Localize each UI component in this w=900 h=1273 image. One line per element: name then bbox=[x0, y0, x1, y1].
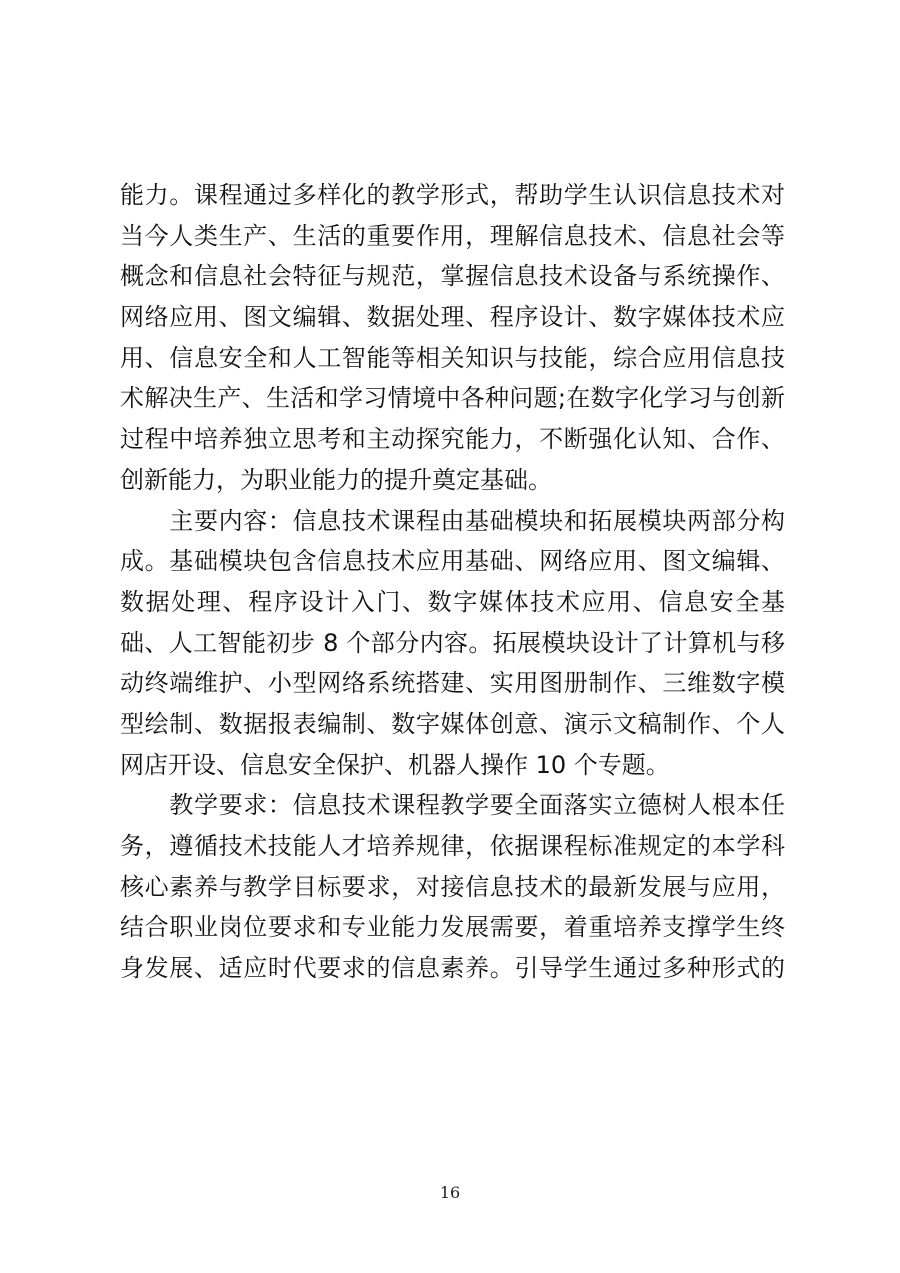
text-line: 能力。课程通过多样化的教学形式，帮助学生认识信息技术对 bbox=[120, 181, 785, 209]
text-line: 当今人类生产、生活的重要作用，理解信息技术、信息社会等 bbox=[120, 221, 785, 250]
text-line: 数据处理、程序设计入门、数字媒体技术应用、信息安全基 bbox=[120, 587, 785, 616]
text-line: 网络应用、图文编辑、数据处理、程序设计、数字媒体技术应 bbox=[120, 303, 785, 332]
text-line: 结合职业岗位要求和专业能力发展需要，着重培养支撑学生终 bbox=[120, 913, 785, 942]
text-line: 核心素养与教学目标要求，对接信息技术的最新发展与应用， bbox=[120, 872, 785, 901]
text-line: 术解决生产、生活和学习情境中各种问题;在数字化学习与创新 bbox=[120, 384, 785, 413]
text-line: 用、信息安全和人工智能等相关知识与技能，综合应用信息技 bbox=[120, 343, 785, 372]
text-line: 主要内容：信息技术课程由基础模块和拓展模块两部分构 bbox=[120, 506, 785, 535]
text-line: 创新能力，为职业能力的提升奠定基础。 bbox=[120, 465, 552, 494]
text-line: 身发展、适应时代要求的信息素养。引导学生通过多种形式的 bbox=[120, 954, 785, 983]
page-number: 16 bbox=[439, 1183, 461, 1202]
text-line: 网店开设、信息安全保护、机器人操作 10 个专题。 bbox=[120, 750, 670, 779]
text-line: 动终端维护、小型网络系统搭建、实用图册制作、三维数字模 bbox=[120, 669, 785, 698]
text-line: 成。基础模块包含信息技术应用基础、网络应用、图文编辑、 bbox=[120, 547, 785, 576]
text-line: 型绘制、数据报表编制、数字媒体创意、演示文稿制作、个人 bbox=[120, 709, 785, 738]
text-line: 础、人工智能初步 8 个部分内容。拓展模块设计了计算机与移 bbox=[120, 628, 785, 657]
text-line: 务，遵循技术技能人才培养规律，依据课程标准规定的本学科 bbox=[120, 832, 785, 860]
text-line: 教学要求：信息技术课程教学要全面落实立德树人根本任 bbox=[120, 791, 785, 820]
text-line: 过程中培养独立思考和主动探究能力，不断强化认知、合作、 bbox=[120, 425, 785, 454]
body-text bbox=[120, 175, 785, 989]
text-line: 概念和信息社会特征与规范，掌握信息技术设备与系统操作、 bbox=[120, 262, 785, 291]
